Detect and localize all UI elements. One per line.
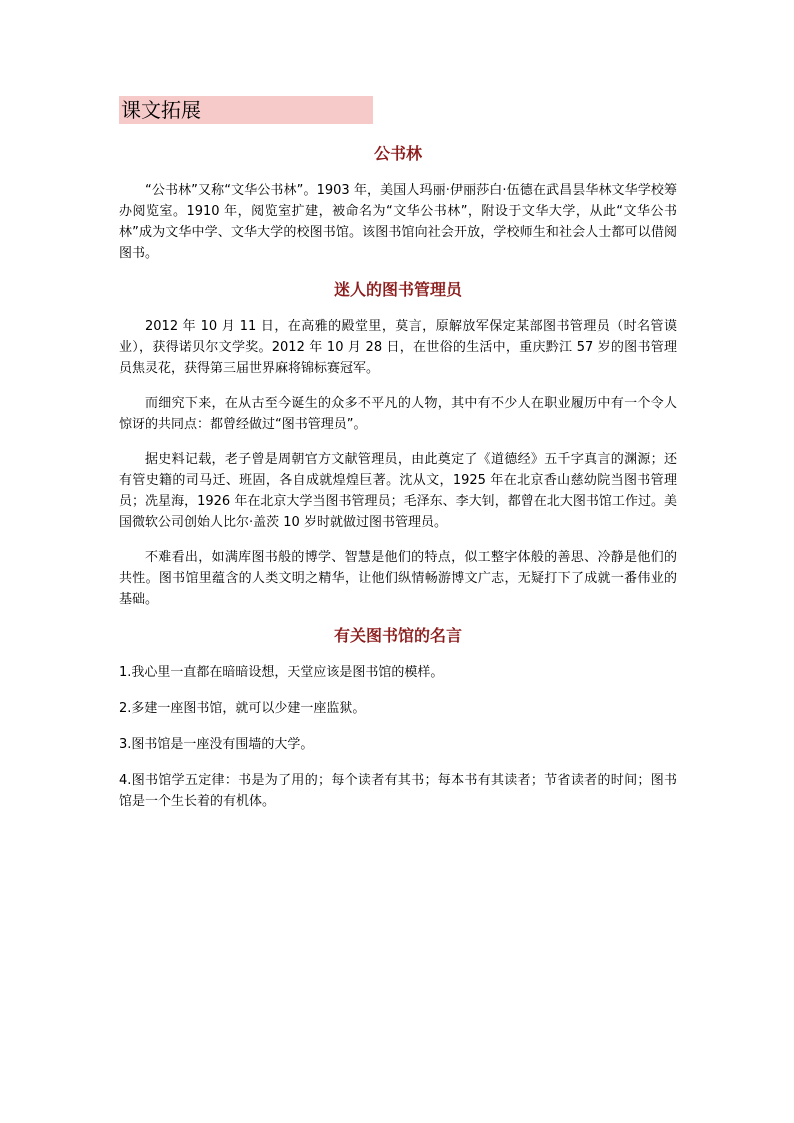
quote-item: 2.多建一座图书馆，就可以少建一座监狱。	[119, 701, 366, 716]
paragraph: 2012 年 10 月 11 日，在高雅的殿堂里，莫言，原解放军保定某部图书管理员（时名管谟业），获得诺贝尔文学奖。2012 年 10 月 28 日，在世俗的生活中，重庆黔江 57 岁的图书管理员焦灵花，获得第三届世界麻将锦标赛冠军。	[119, 319, 677, 376]
quote-item: 1.我心里一直都在暗暗设想，天堂应该是图书馆的模样。	[119, 665, 444, 680]
heading-quotes: 有关图书馆的名言	[333, 626, 462, 645]
section-banner: 课文拓展	[119, 96, 373, 124]
heading-librarian: 迷人的图书管理员	[333, 280, 462, 299]
paragraph: 而细究下来，在从古至今诞生的众多不平凡的人物，其中有不少人在职业履历中有一个令人惊讶的共同点：都曾经做过“图书管理员”。	[119, 396, 677, 432]
paragraph: “公书林”又称“文华公书林”。1903 年，美国人玛丽·伊丽莎白·伍德在武昌昙华林文华学校筹办阅览室。1910 年，阅览室扩建，被命名为“文华公书林”，附设于文华大学，从此“文华公书林”成为文华中学、文华大学的校图书馆。该图书馆向社会开放，学校师生和社会人士都可以借阅图书。	[119, 183, 677, 261]
quote-item: 3.图书馆是一座没有围墙的大学。	[119, 737, 314, 752]
paragraph: 据史料记载，老子曾是周朝官方文献管理员，由此奠定了《道德经》五千字真言的渊源；还有管史籍的司马迁、班固，各自成就煌煌巨著。沈从文，1925 年在北京香山慈幼院当图书管理员；冼星海，1926 年在北京大学当图书管理员；毛泽东、李大钊，都曾在北大图书馆工作过。美国微软公司创始人比尔·盖茨 10 岁时就做过图书管理员。	[119, 452, 677, 530]
paragraph: 不难看出，如满库图书般的博学、智慧是他们的特点，似工整字体般的善思、冷静是他们的共性。图书馆里蕴含的人类文明之精华，让他们纵情畅游博文广志，无疑打下了成就一番伟业的基础。	[119, 550, 677, 607]
document-body	[119, 142, 677, 812]
heading-gongshulin: 公书林	[373, 144, 422, 163]
quote-item: 4.图书馆学五定律：书是为了用的；每个读者有其书；每本书有其读者；节省读者的时间；图书馆是一个生长着的有机体。	[119, 773, 677, 809]
